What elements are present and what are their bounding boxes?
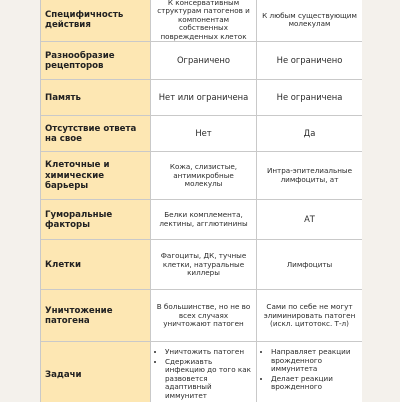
table-row [41, 80, 363, 116]
adaptive-cell: К любым существующим молекулам [257, 0, 363, 42]
innate-cell: Нет или ограничена [151, 80, 257, 116]
row-label: Задачи [41, 342, 151, 402]
adaptive-cell: Интра-эпителиальные лимфоциты, ат [257, 152, 363, 200]
immunity-comparison-table [40, 0, 362, 402]
innate-cell: В большинстве, но не во всех случаях уничтожают патоген [151, 290, 257, 342]
row-label: Клетки [41, 240, 151, 290]
adaptive-cell [257, 342, 363, 402]
innate-task-list [155, 348, 252, 400]
adaptive-cell: АТ [257, 200, 363, 240]
adaptive-cell: Не ограничено [257, 42, 363, 80]
row-label: Уничтожение патогена [41, 290, 151, 342]
adaptive-cell: Лимфоциты [257, 240, 363, 290]
innate-cell: К консервативным структурам патогенов и компонентам собственных поврежденных клеток [151, 0, 257, 42]
innate-cell: Фагоциты, ДК, тучные клетки, натуральные киллеры [151, 240, 257, 290]
list-item: • Уничтожить патоген [165, 348, 252, 356]
innate-cell: Белки комплемента, лектины, агглютинины [151, 200, 257, 240]
adaptive-cell: Не ограничена [257, 80, 363, 116]
table-row [41, 342, 363, 402]
table-row [41, 200, 363, 240]
row-label: Специфичность действия [41, 0, 151, 42]
innate-cell: Ограничено [151, 42, 257, 80]
adaptive-cell: Да [257, 116, 363, 152]
innate-cell: Кожа, слизистые, антимикробные молекулы [151, 152, 257, 200]
adaptive-cell: Сами по себе не могут элиминировать патоген (искл. цитотокс. Т-л) [257, 290, 363, 342]
list-item: • Сдержиавть инфекцию до того как развовется адаптивный иммунитет [165, 358, 252, 400]
row-label: Разнообразие рецепторов [41, 42, 151, 80]
list-item: • Делает реакции врожденного [271, 375, 358, 392]
row-label: Отсутствие ответа на свое [41, 116, 151, 152]
innate-cell [151, 342, 257, 402]
table-row [41, 290, 363, 342]
table-row [41, 152, 363, 200]
adaptive-task-list [261, 348, 358, 391]
comparison-sheet [40, 0, 362, 402]
table-row [41, 42, 363, 80]
table-row [41, 0, 363, 42]
table-row [41, 240, 363, 290]
list-item: • Направляет реакции врожденного иммунитета [271, 348, 358, 373]
row-label: Клеточные и химические барьеры [41, 152, 151, 200]
row-label: Память [41, 80, 151, 116]
innate-cell: Нет [151, 116, 257, 152]
table-row [41, 116, 363, 152]
row-label: Гуморальные факторы [41, 200, 151, 240]
